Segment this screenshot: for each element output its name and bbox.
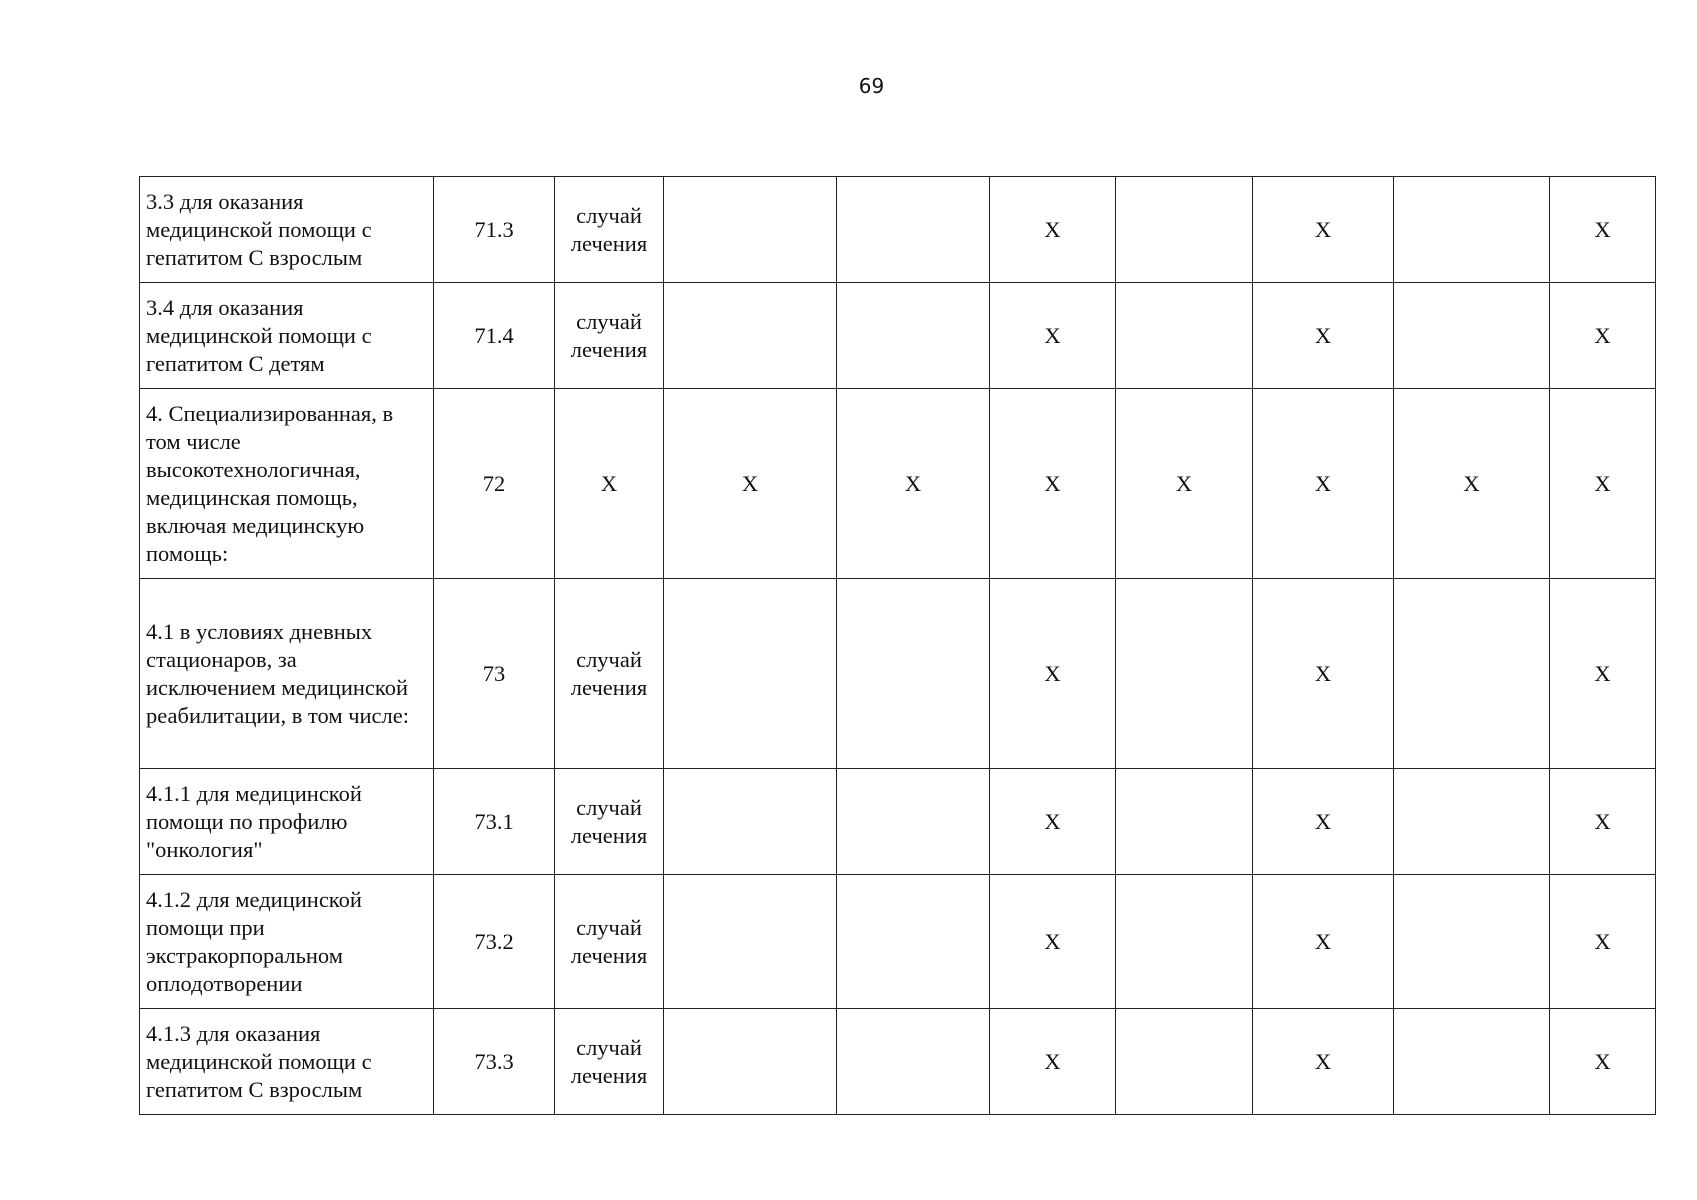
row-name-cell: 4.1.1 для медицинской помощи по профилю "онкология" [140, 769, 434, 875]
row-number-cell: 71.3 [434, 177, 555, 283]
row-number-cell: 73.3 [434, 1009, 555, 1115]
value-cell [837, 1009, 990, 1115]
value-cell: X [1550, 177, 1656, 283]
value-cell: X [1253, 283, 1394, 389]
value-cell [1116, 177, 1253, 283]
row-number-cell: 73 [434, 579, 555, 769]
row-name-cell: 4. Специализированная, в том числе высокотехнологичная, медицинская помощь, включая медицинскую помощь: [140, 389, 434, 579]
value-cell: X [1253, 177, 1394, 283]
value-cell [664, 1009, 837, 1115]
table-body [140, 177, 1656, 1115]
value-cell: X [1253, 389, 1394, 579]
value-cell: X [1253, 875, 1394, 1009]
value-cell: X [990, 1009, 1116, 1115]
value-cell: X [664, 389, 837, 579]
value-cell: X [837, 389, 990, 579]
value-cell: X [990, 579, 1116, 769]
value-cell [664, 177, 837, 283]
value-cell [1116, 769, 1253, 875]
value-cell [1394, 177, 1550, 283]
value-cell [1116, 875, 1253, 1009]
value-cell: X [1253, 769, 1394, 875]
row-number-cell: 73.1 [434, 769, 555, 875]
value-cell: X [990, 283, 1116, 389]
table-row [140, 283, 1656, 389]
unit-cell: X [555, 389, 664, 579]
row-name-cell: 4.1.2 для медицинской помощи при экстракорпоральном оплодотворении [140, 875, 434, 1009]
row-name-cell: 3.4 для оказания медицинской помощи с гепатитом С детям [140, 283, 434, 389]
row-name-cell: 4.1.3 для оказания медицинской помощи с гепатитом С взрослым [140, 1009, 434, 1115]
value-cell [837, 769, 990, 875]
row-number-cell: 72 [434, 389, 555, 579]
value-cell [1116, 1009, 1253, 1115]
value-cell: X [1550, 769, 1656, 875]
table-row [140, 177, 1656, 283]
value-cell [1116, 579, 1253, 769]
value-cell: X [1550, 875, 1656, 1009]
value-cell: X [1394, 389, 1550, 579]
row-name-cell: 4.1 в условиях дневных стационаров, за исключением медицинской реабилитации, в том числе: [140, 579, 434, 769]
value-cell [1394, 875, 1550, 1009]
value-cell: X [990, 875, 1116, 1009]
row-name-cell: 3.3 для оказания медицинской помощи с гепатитом С взрослым [140, 177, 434, 283]
table-row [140, 769, 1656, 875]
value-cell [1394, 283, 1550, 389]
value-cell [837, 875, 990, 1009]
table-row [140, 1009, 1656, 1115]
value-cell [1116, 283, 1253, 389]
page-number: 69 [858, 74, 885, 98]
value-cell: X [990, 769, 1116, 875]
value-cell [664, 769, 837, 875]
table-row [140, 389, 1656, 579]
unit-cell: случай лечения [555, 769, 664, 875]
table-row [140, 579, 1656, 769]
unit-cell: случай лечения [555, 283, 664, 389]
value-cell [837, 579, 990, 769]
value-cell [664, 283, 837, 389]
value-cell [664, 875, 837, 1009]
value-cell: X [990, 389, 1116, 579]
value-cell [837, 283, 990, 389]
value-cell: X [1550, 1009, 1656, 1115]
unit-cell: случай лечения [555, 579, 664, 769]
value-cell: X [990, 177, 1116, 283]
value-cell [1394, 1009, 1550, 1115]
value-cell [837, 177, 990, 283]
data-table [139, 176, 1656, 1115]
value-cell: X [1550, 579, 1656, 769]
value-cell: X [1550, 283, 1656, 389]
value-cell [1394, 769, 1550, 875]
unit-cell: случай лечения [555, 177, 664, 283]
unit-cell: случай лечения [555, 1009, 664, 1115]
value-cell: X [1116, 389, 1253, 579]
value-cell [1394, 579, 1550, 769]
value-cell: X [1253, 1009, 1394, 1115]
table-row [140, 875, 1656, 1009]
unit-cell: случай лечения [555, 875, 664, 1009]
value-cell: X [1550, 389, 1656, 579]
row-number-cell: 73.2 [434, 875, 555, 1009]
row-number-cell: 71.4 [434, 283, 555, 389]
value-cell [664, 579, 837, 769]
value-cell: X [1253, 579, 1394, 769]
